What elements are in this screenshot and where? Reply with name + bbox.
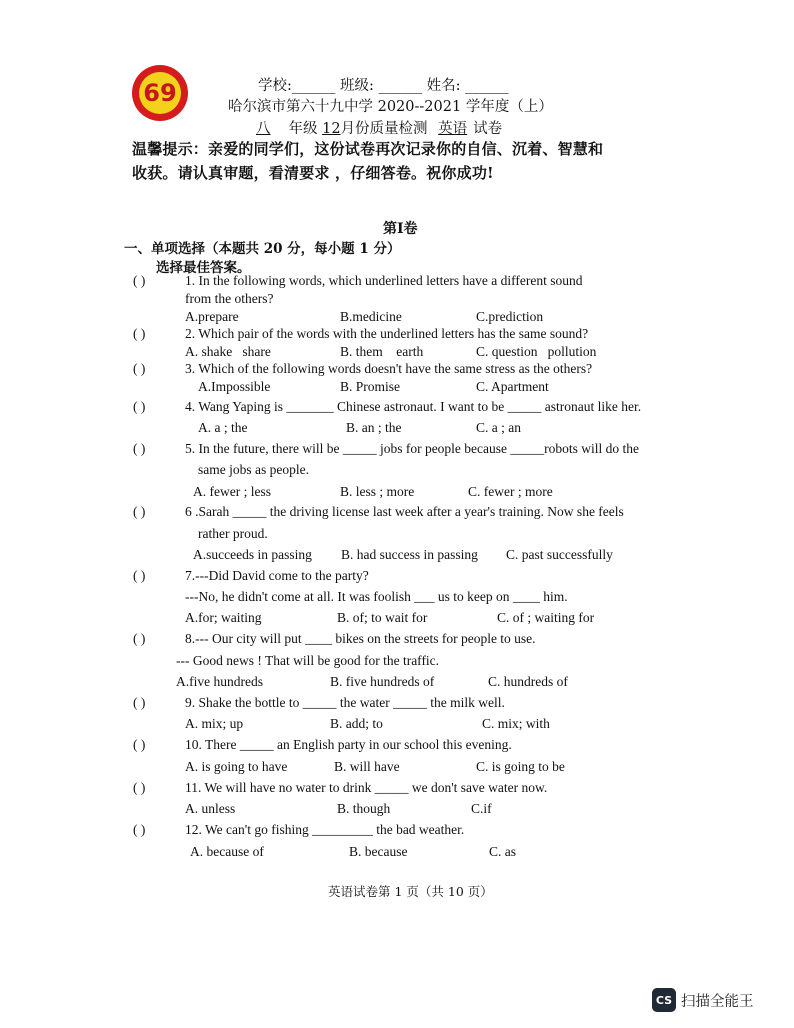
answer-blank[interactable]: ( ) (133, 273, 146, 288)
question-stem: 8.--- Our city will put ____ bikes on the streets for people to use. (185, 631, 536, 646)
q10-option-a: A. is going to have (185, 759, 288, 774)
q9-option-a: A. mix; up (185, 716, 244, 731)
school-logo (131, 64, 189, 122)
q3-option-b: B. Promise (340, 379, 401, 394)
q6-option-a: A.succeeds in passing (193, 547, 312, 562)
question-stem: 12. We can't go fishing _________ the bad weather. (185, 822, 465, 837)
answer-blank[interactable]: ( ) (133, 822, 146, 837)
question-8-cont: --- Good news ! That will be good for the traffic. (176, 653, 440, 668)
section-instruction: 选择最佳答案。 (156, 260, 251, 276)
question-5-cont: same jobs as people. (198, 462, 309, 477)
answer-blank[interactable]: ( ) (133, 399, 146, 414)
question-stem: 2. Which pair of the words with the underlined letters has the same sound? (185, 326, 589, 341)
scanner-watermark (652, 988, 754, 1012)
q7-option-c: C. of ; waiting for (497, 610, 595, 625)
question-stem: 4. Wang Yaping is _______ Chinese astronaut. I want to be _____ astronaut like her. (185, 399, 642, 414)
scanner-label: 扫描全能王 (681, 993, 754, 1010)
question-10 (133, 737, 512, 753)
q12-option-b: B. because (349, 844, 408, 859)
question-stem: 9. Shake the bottle to _____ the water _____ the milk well. (185, 695, 505, 710)
question-3 (133, 361, 592, 377)
answer-blank[interactable]: ( ) (133, 568, 146, 583)
question-11 (133, 780, 547, 796)
q11-option-b: B. though (337, 801, 391, 816)
q11-option-c: C.if (471, 801, 492, 816)
q4-option-b: B. an ; the (346, 420, 402, 435)
question-stem: 3. Which of the following words doesn't have the same stress as the others? (185, 361, 593, 376)
question-12 (133, 822, 464, 838)
q1-option-a: A.prepare (185, 309, 239, 324)
exam-title (238, 117, 502, 138)
question-stem: 5. In the future, there will be _____ jobs for people because _____robots will do the (185, 441, 640, 456)
question-stem: 10. There _____ an English party in our school this evening. (185, 737, 512, 752)
question-6 (133, 504, 624, 520)
q9-option-c: C. mix; with (482, 716, 550, 731)
q4-option-a: A. a ; the (198, 420, 248, 435)
exam-type-label: 月份质量检测 (340, 121, 428, 137)
student-info-line: 学校:______ 班级: ______ 姓名: ______ (258, 78, 509, 94)
q5-option-a: A. fewer ; less (193, 484, 271, 499)
question-stem: 1. In the following words, which underlined letters have a different sound (185, 273, 583, 288)
q10-option-c: C. is going to be (476, 759, 565, 774)
answer-blank[interactable]: ( ) (133, 737, 146, 752)
answer-blank[interactable]: ( ) (133, 631, 146, 646)
q6-option-c: C. past successfully (506, 547, 613, 562)
question-4 (133, 399, 641, 415)
q10-option-b: B. will have (334, 759, 400, 774)
question-stem: 11. We will have no water to drink _____ we don't save water now. (185, 780, 548, 795)
question-stem: 7.---Did David come to the party? (185, 568, 369, 583)
question-stem: 6 .Sarah _____ the driving license last week after a year's training. Now she feels (185, 504, 624, 519)
subject-value: 英语 (438, 121, 468, 137)
logo-text: 69 (143, 79, 177, 107)
q1-option-c: C.prediction (476, 309, 544, 324)
q2-option-a: A. shake share (185, 344, 271, 359)
answer-blank[interactable]: ( ) (133, 780, 146, 795)
question-9 (133, 695, 505, 711)
q1-option-b: B.medicine (340, 309, 402, 324)
grade-value: 八 (256, 121, 271, 137)
answer-blank[interactable]: ( ) (133, 361, 146, 376)
answer-blank[interactable]: ( ) (133, 326, 146, 341)
question-7-cont: ---No, he didn't come at all. It was foolish ___ us to keep on ____ him. (185, 589, 568, 604)
grade-label: 年级 (288, 121, 318, 137)
q11-option-a: A. unless (185, 801, 236, 816)
q12-option-c: C. as (489, 844, 516, 859)
q5-option-c: C. fewer ; more (468, 484, 553, 499)
camscanner-icon: CS (652, 988, 676, 1012)
page-footer: 英语试卷第 1 页（共 10 页） (328, 884, 493, 899)
question-1 (133, 273, 583, 289)
q8-option-a: A.five hundreds (176, 674, 263, 689)
q8-option-b: B. five hundreds of (330, 674, 435, 689)
question-8 (133, 631, 536, 647)
question-6-cont: rather proud. (198, 526, 268, 541)
q2-option-c: C. question pollution (476, 344, 597, 359)
q8-option-c: C. hundreds of (488, 674, 568, 689)
question-5 (133, 441, 639, 457)
exam-school-year: 哈尔滨市第六十九中学 2020--2021 学年度（上） (228, 99, 553, 115)
answer-blank[interactable]: ( ) (133, 695, 146, 710)
question-1-cont: from the others? (185, 291, 274, 306)
q2-option-b: B. them earth (340, 344, 424, 359)
tip-line-2: 收获。请认真审题，看清要求 ，仔细答卷。祝你成功! (132, 164, 494, 182)
q3-option-c: C. Apartment (476, 379, 549, 394)
q6-option-b: B. had success in passing (341, 547, 478, 562)
month-value: 12 (322, 121, 341, 137)
q3-option-a: A.Impossible (198, 379, 271, 394)
question-2 (133, 326, 588, 342)
q7-option-b: B. of; to wait for (337, 610, 428, 625)
q7-option-a: A.for; waiting (185, 610, 262, 625)
tip-line-1: 温馨提示：亲爱的同学们，这份试卷再次记录你的自信、沉着、智慧和 (132, 140, 604, 158)
q5-option-b: B. less ; more (340, 484, 415, 499)
answer-blank[interactable]: ( ) (133, 504, 146, 519)
answer-blank[interactable]: ( ) (133, 441, 146, 456)
q12-option-a: A. because of (190, 844, 264, 859)
paper-label: 试卷 (473, 121, 503, 137)
question-7 (133, 568, 369, 584)
section-title: 一、单项选择（本题共 20 分，每小题 1 分） (124, 241, 401, 257)
q9-option-b: B. add; to (330, 716, 383, 731)
q4-option-c: C. a ; an (476, 420, 521, 435)
volume-title: 第I卷 (383, 221, 418, 237)
